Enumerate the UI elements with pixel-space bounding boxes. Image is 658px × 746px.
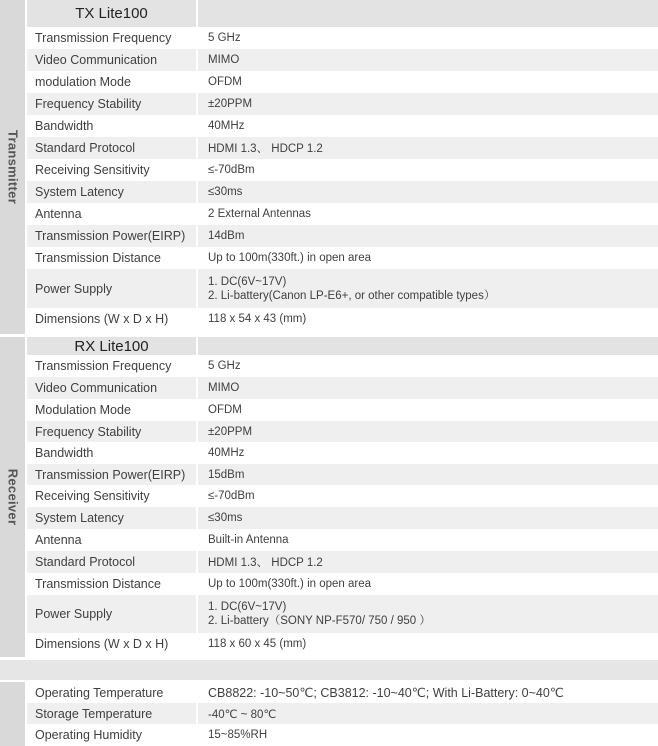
section-divider-band bbox=[0, 660, 658, 680]
spec-value: Built-in Antenna bbox=[198, 529, 658, 551]
table-row bbox=[27, 724, 658, 746]
table-row bbox=[27, 442, 658, 464]
table-row bbox=[27, 377, 658, 399]
table-row bbox=[27, 507, 658, 529]
transmitter-side-label bbox=[0, 0, 25, 334]
spec-key: Transmission Distance bbox=[27, 247, 196, 269]
spec-key: Dimensions (W x D x H) bbox=[27, 308, 196, 330]
table-row bbox=[27, 573, 658, 595]
table-row bbox=[27, 485, 658, 507]
spec-key: Transmission Distance bbox=[27, 573, 196, 595]
spec-key: System Latency bbox=[27, 181, 196, 203]
table-row bbox=[27, 595, 658, 633]
table-row bbox=[27, 225, 658, 247]
spec-value: ≤-70dBm bbox=[198, 485, 658, 507]
environment-section bbox=[0, 682, 658, 746]
spec-value bbox=[198, 595, 658, 633]
transmitter-label: Transmitter bbox=[5, 129, 20, 205]
spec-value: MIMO bbox=[198, 49, 658, 71]
spec-value: -40℃ ~ 80℃ bbox=[198, 703, 658, 724]
environment-side-label bbox=[0, 682, 25, 746]
spec-key: Power Supply bbox=[27, 595, 196, 633]
table-row bbox=[27, 355, 658, 377]
table-row bbox=[27, 399, 658, 421]
table-row bbox=[27, 203, 658, 225]
spec-key: Receiving Sensitivity bbox=[27, 485, 196, 507]
spec-value: MIMO bbox=[198, 377, 658, 399]
spec-key: Antenna bbox=[27, 203, 196, 225]
spec-key: Receiving Sensitivity bbox=[27, 159, 196, 181]
spec-value-line: 1. DC(6V~17V) bbox=[208, 275, 287, 288]
receiver-header-row bbox=[27, 337, 658, 355]
spec-value: 15~85%RH bbox=[198, 724, 658, 746]
spec-value: ≤30ms bbox=[198, 507, 658, 529]
spec-value: Up to 100m(330ft.) in open area bbox=[198, 247, 658, 269]
spec-value-line: 2. Li-battery（SONY NP-F570/ 750 / 950 ） bbox=[208, 615, 431, 627]
spec-value: HDMI 1.3、 HDCP 1.2 bbox=[198, 551, 658, 573]
table-row bbox=[27, 269, 658, 308]
table-row bbox=[27, 159, 658, 181]
spec-value: 2 External Antennas bbox=[198, 203, 658, 225]
transmitter-spec-table bbox=[27, 0, 658, 330]
spec-key: Video Communication bbox=[27, 49, 196, 71]
table-row bbox=[27, 551, 658, 573]
table-row bbox=[27, 49, 658, 71]
table-row bbox=[27, 464, 658, 485]
spec-value: 5 GHz bbox=[198, 355, 658, 377]
spec-key: Frequency Stability bbox=[27, 421, 196, 442]
receiver-side-label bbox=[0, 337, 25, 657]
spec-value: 15dBm bbox=[198, 464, 658, 485]
table-row bbox=[27, 421, 658, 442]
spec-value: ±20PPM bbox=[198, 421, 658, 442]
spec-key: Transmission Frequency bbox=[27, 27, 196, 49]
spec-key: Dimensions (W x D x H) bbox=[27, 633, 196, 655]
spec-key: Power Supply bbox=[27, 269, 196, 308]
transmitter-header-row bbox=[27, 0, 658, 27]
spec-value: 118 x 54 x 43 (mm) bbox=[198, 308, 658, 330]
table-row bbox=[27, 71, 658, 93]
spec-key: Transmission Frequency bbox=[27, 355, 196, 377]
spec-key: Standard Protocol bbox=[27, 551, 196, 573]
spec-value bbox=[198, 269, 658, 308]
transmitter-section bbox=[0, 0, 658, 334]
table-row bbox=[27, 93, 658, 115]
spec-value: OFDM bbox=[198, 71, 658, 93]
table-row bbox=[27, 703, 658, 724]
receiver-model-title: RX Lite100 bbox=[27, 337, 196, 355]
table-row bbox=[27, 308, 658, 330]
spec-value: 40MHz bbox=[198, 115, 658, 137]
spec-key: Operating Temperature bbox=[27, 682, 196, 703]
table-row bbox=[27, 247, 658, 269]
spec-key: Bandwidth bbox=[27, 115, 196, 137]
table-row bbox=[27, 115, 658, 137]
environment-spec-table bbox=[27, 682, 658, 746]
spec-key: Frequency Stability bbox=[27, 93, 196, 115]
spec-value: ≤30ms bbox=[198, 181, 658, 203]
table-row bbox=[27, 181, 658, 203]
spec-key: Bandwidth bbox=[27, 442, 196, 464]
spec-value: CB8822: -10~50℃; CB3812: -10~40℃; With Li-Battery: 0~40℃ bbox=[198, 682, 658, 703]
table-row bbox=[27, 633, 658, 655]
spec-key: System Latency bbox=[27, 507, 196, 529]
spec-value: Up to 100m(330ft.) in open area bbox=[198, 573, 658, 595]
receiver-label: Receiver bbox=[5, 468, 20, 526]
spec-value: HDMI 1.3、 HDCP 1.2 bbox=[198, 137, 658, 159]
spec-key: Standard Protocol bbox=[27, 137, 196, 159]
table-row bbox=[27, 27, 658, 49]
spec-key: Transmission Power(EIRP) bbox=[27, 464, 196, 485]
spec-key: Antenna bbox=[27, 529, 196, 551]
table-row bbox=[27, 529, 658, 551]
spec-key: Storage Temperature bbox=[27, 703, 196, 724]
spec-key: modulation Mode bbox=[27, 71, 196, 93]
spec-value: 14dBm bbox=[198, 225, 658, 247]
spec-value: ≤-70dBm bbox=[198, 159, 658, 181]
spec-key: Operating Humidity bbox=[27, 724, 196, 746]
table-row bbox=[27, 682, 658, 703]
spec-key: Video Communication bbox=[27, 377, 196, 399]
spec-value: 40MHz bbox=[198, 442, 658, 464]
spec-value-line: 2. Li-battery(Canon LP-E6+, or other compatible types） bbox=[208, 289, 496, 302]
receiver-section bbox=[0, 337, 658, 657]
table-row bbox=[27, 137, 658, 159]
receiver-spec-table bbox=[27, 337, 658, 655]
spec-value-line: 1. DC(6V~17V) bbox=[208, 601, 287, 613]
spec-value: 5 GHz bbox=[198, 27, 658, 49]
spec-key: Modulation Mode bbox=[27, 399, 196, 421]
transmitter-model-title: TX Lite100 bbox=[27, 0, 196, 27]
spec-value: OFDM bbox=[198, 399, 658, 421]
spec-value: ±20PPM bbox=[198, 93, 658, 115]
spec-key: Transmission Power(EIRP) bbox=[27, 225, 196, 247]
spec-value: 118 x 60 x 45 (mm) bbox=[198, 633, 658, 655]
